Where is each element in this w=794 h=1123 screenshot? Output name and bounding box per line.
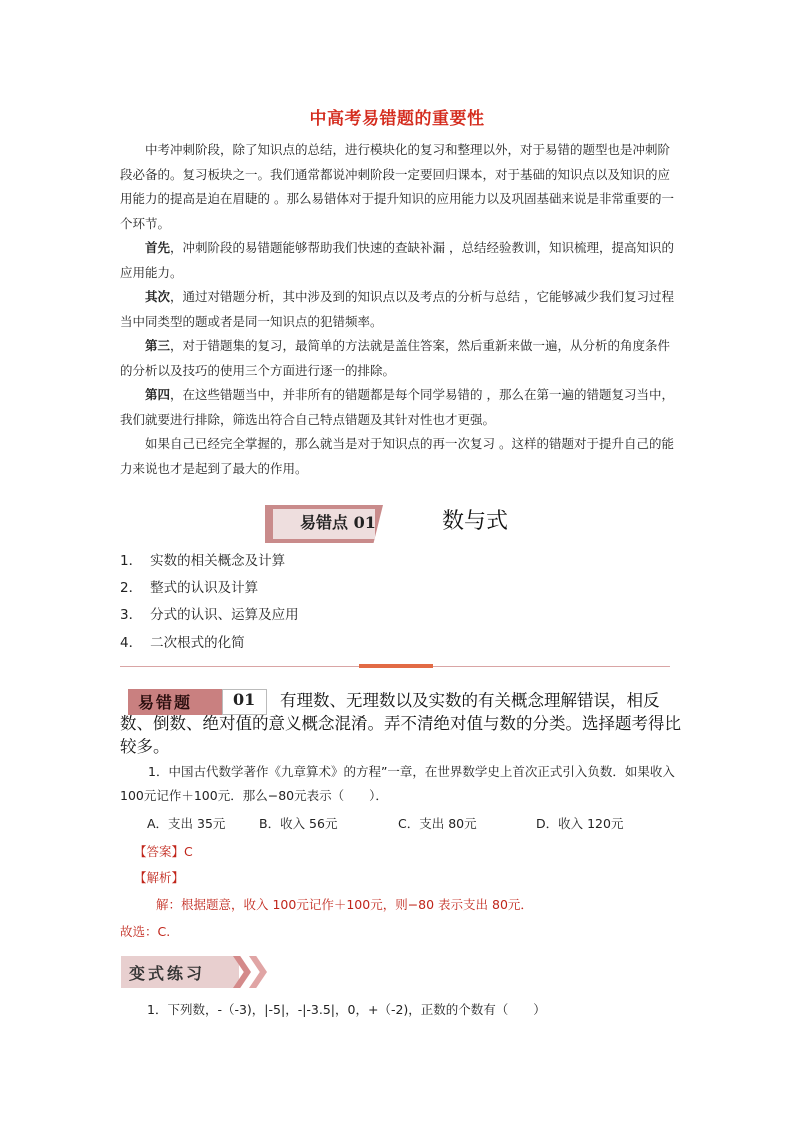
- intro-paragraph-5: 第四，在这些错题当中，并非所有的错题都是每个同学易错的 ，那么在第一遍的错题复习当中，我们就要进行排除，筛选出符合自己特点错题及其针对性也才更强。: [120, 387, 674, 427]
- section-title: 数与式: [442, 509, 509, 534]
- question-1-stem: 1．中国古代数学著作《九章算术》的方程”一章，在世界数学史上首次正式引入负数．如果收入 100元记作＋100元．那么−80元表示（ ）．: [120, 764, 675, 803]
- error-tag: 易错题: [138, 693, 193, 712]
- solution: 解：根据题意，收入 100元记作＋100元，则−80 表示支出 80元．: [156, 897, 533, 912]
- intro-paragraph-6: 如果自己已经完全掌握的，那么就当是对于知识点的再一次复习 。这样的错题对于提升自己的能力来说也才是起到了最大的作用。: [120, 436, 674, 476]
- practice-question-1: 1．下列数，-（-3)，|-5|，-|-3.5|，0，+（-2)，正数的个数有（ ）: [147, 1002, 546, 1017]
- error-number: 01: [233, 690, 256, 709]
- option-c: C．支出 80元: [398, 816, 477, 831]
- page-title: 中高考易错题的重要性: [309, 109, 485, 129]
- intro-paragraph-4: 第三，对于错题集的复习，最简单的方法就是盖住答案，然后重新来做一遍，从分析的角度条件的分析以及技巧的使用三个方面进行逐一的排除。: [120, 338, 671, 378]
- section-badge: 易错点 01: [300, 513, 376, 532]
- chevron-right-icon: [249, 956, 267, 988]
- practice-label: 变式练习: [129, 964, 206, 983]
- analysis-label: 【解析】: [134, 870, 185, 885]
- option-d: D．收入 120元: [536, 816, 624, 831]
- option-a: A．支出 35元: [147, 816, 226, 831]
- toc-item: 3． 分式的认识、运算及应用: [120, 607, 299, 623]
- option-b: B．收入 56元: [259, 816, 338, 831]
- conclusion: 故选：C.: [120, 924, 171, 939]
- toc-item: 2． 整式的认识及计算: [120, 580, 259, 596]
- intro-section: [120, 138, 680, 481]
- answer: 【答案】C: [134, 844, 193, 859]
- error-description: 有理数、无理数以及实数的有关概念理解错误，相反数、倒数、绝对值的意义概念混淆。弄不清绝对值与数的分类。选择题考得比较多。: [120, 691, 681, 756]
- practice-banner: [121, 956, 271, 988]
- intro-paragraph-1: 中考冲刺阶段，除了知识点的总结，进行模块化的复习和整理以外，对于易错的题型也是冲刺阶段必备的。复习板块之一。我们通常都说冲刺阶段一定要回归课本，对于基础的知识点以及知识的应用能力的提高是迫在眉睫的 。那么易错体对于提升知识的应用能力以及巩固基础来说是非常重要的一个环节。: [120, 142, 674, 231]
- toc-item: 4． 二次根式的化简: [120, 635, 245, 651]
- toc-item: 1． 实数的相关概念及计算: [120, 553, 286, 569]
- intro-paragraph-2: 首先，冲刺阶段的易错题能够帮助我们快速的查缺补漏 ，总结经验教训，知识梳理，提高知识的应用能力。: [120, 240, 674, 280]
- divider-accent: [359, 664, 433, 668]
- intro-paragraph-3: 其次，通过对错题分析，其中涉及到的知识点以及考点的分析与总结 ，它能够减少我们复习过程当中同类型的题或者是同一知识点的犯错频率。: [120, 289, 674, 329]
